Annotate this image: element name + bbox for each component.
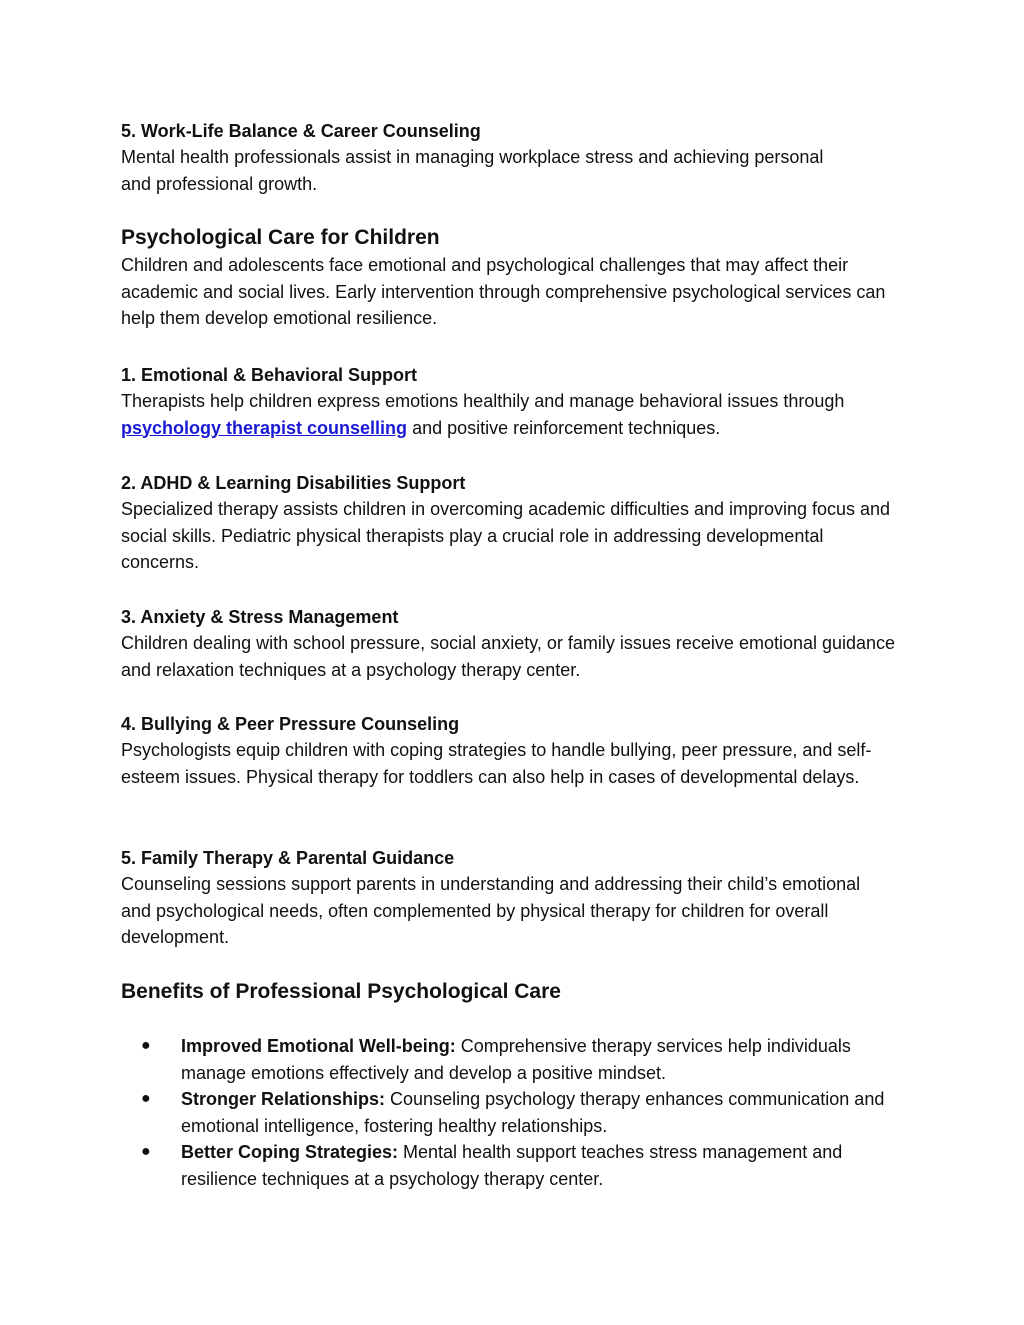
item-body-text: Therapists help children express emotions healthily and manage behavioral issues through	[121, 391, 845, 411]
children-item-1	[121, 362, 881, 441]
benefits-section	[121, 978, 911, 1006]
benefit-lead: Stronger Relationships:	[181, 1089, 386, 1109]
item-body: Counseling sessions support parents in understanding and addressing their child’s emotional and psychological needs, often complemented by physical therapy for children for overall development.	[121, 874, 861, 947]
benefit-text: Mental health support teaches stress management and resilience techniques at a psychology therapy center.	[181, 1142, 843, 1189]
item-title: 1. Emotional & Behavioral Support	[121, 365, 418, 385]
children-section-title: Psychological Care for Children	[121, 226, 440, 249]
children-section-intro: Children and adolescents face emotional and psychological challenges that may affect their academic and social lives. Early intervention through comprehensive psychological services can help them develop emotional resilience.	[121, 255, 886, 328]
children-item-3	[121, 604, 911, 683]
benefit-item	[121, 1086, 901, 1139]
item-title: 3. Anxiety & Stress Management	[121, 607, 399, 627]
item-title: 4. Bullying & Peer Pressure Counseling	[121, 714, 460, 734]
benefits-list-container	[121, 1033, 901, 1192]
bullet-icon: ●	[141, 1037, 151, 1054]
benefit-lead: Better Coping Strategies:	[181, 1142, 399, 1162]
work-life-section	[121, 118, 841, 197]
benefit-item	[121, 1139, 901, 1192]
psychology-therapist-counselling-link[interactable]: psychology therapist counselling	[121, 417, 408, 438]
benefits-section-title: Benefits of Professional Psychological Care	[121, 980, 561, 1003]
item-body: Psychologists equip children with coping strategies to handle bullying, peer pressure, and self-esteem issues. Physical therapy for toddlers can also help in cases of developmental delays.	[121, 740, 872, 787]
item-body: Children dealing with school pressure, social anxiety, or family issues receive emotional guidance and relaxation techniques at a psychology therapy center.	[121, 633, 896, 680]
item-title: 5. Family Therapy & Parental Guidance	[121, 848, 455, 868]
item-body	[121, 388, 881, 441]
children-item-5	[121, 845, 861, 951]
children-section	[121, 224, 911, 332]
item-title: 2. ADHD & Learning Disabilities Support	[121, 473, 466, 493]
item-body: Specialized therapy assists children in overcoming academic difficulties and improving focus and social skills. Pediatric physical therapists play a crucial role in addressing developmental concerns.	[121, 499, 891, 572]
benefit-item	[121, 1033, 901, 1086]
item-body-text: and positive reinforcement techniques.	[407, 417, 721, 438]
children-item-2	[121, 470, 891, 576]
work-life-title: 5. Work-Life Balance & Career Counseling	[121, 121, 481, 141]
work-life-body: Mental health professionals assist in managing workplace stress and achieving personal and professional growth.	[121, 147, 824, 194]
benefit-lead: Improved Emotional Well-being:	[181, 1036, 456, 1056]
benefit-text: Counseling psychology therapy enhances communication and emotional intelligence, fostering healthy relationships.	[181, 1089, 885, 1136]
children-item-4	[121, 711, 881, 790]
benefit-text: Comprehensive therapy services help individuals manage emotions effectively and develop a positive mindset.	[181, 1036, 851, 1083]
benefits-list	[121, 1033, 901, 1192]
bullet-icon: ●	[141, 1090, 151, 1107]
bullet-icon: ●	[141, 1143, 151, 1160]
